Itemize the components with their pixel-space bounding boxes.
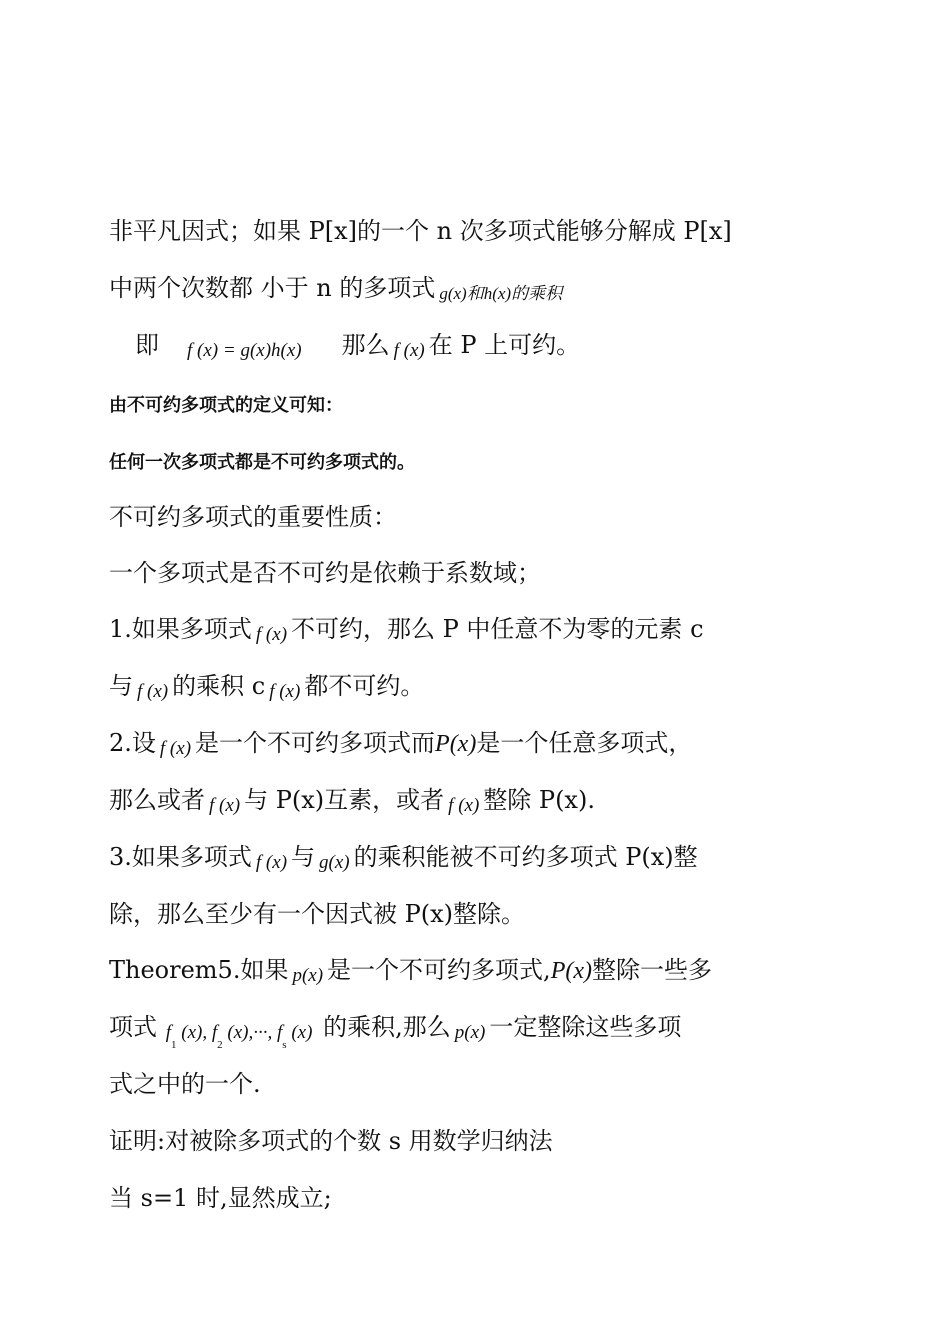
math-expression-subscripted: $f_1$ (x), $f_2$ (x),···, $f_s$ (x) xyxy=(165,1022,313,1051)
math-expression: g(x) xyxy=(319,852,350,873)
text-line-12: 3.如果多项式 f (x) 与 g(x) 的乘积能被不可约多项式 P(x)整 xyxy=(109,843,698,873)
math-expression: f (x) xyxy=(393,340,425,361)
math-expression: f (x) xyxy=(448,795,480,816)
math-expression: f (x) = g(x)h(x) xyxy=(187,340,302,361)
text-line-bold-1: 由不可约多项式的定义可知： xyxy=(109,395,343,416)
text-line-1: 非平凡因式；如果 P[x]的一个 n 次多项式能够分解成 P[x] xyxy=(109,217,732,245)
text-line-16: 式之中的一个. xyxy=(109,1070,261,1098)
text-line-3: 即 f (x) = g(x)h(x) 那么 f (x) 在 P 上可约。 xyxy=(135,331,581,361)
text-line-bold-2: 任何一次多项式都是不可约多项式的。 xyxy=(109,452,415,473)
subscript: s xyxy=(282,1039,287,1051)
math-expression: f (x) xyxy=(255,624,288,645)
text-line-15: 项式 $f_1$ (x), $f_2$ (x),···, $f_s$ (x) 的乘积,那么 p(x) 一定整除这些多项 xyxy=(109,1013,682,1051)
text-line-2: 中两个次数都 小于 n 的多项式 g(x)和h(x)的乘积 xyxy=(109,271,566,305)
subscript: 2 xyxy=(217,1039,223,1051)
math-expression: f (x) xyxy=(269,681,301,702)
math-expression: p(x) xyxy=(292,965,324,986)
text-line-9: 与 f (x) 的乘积 c f (x) 都不可约。 xyxy=(109,672,425,702)
text-line-17: 证明:对被除多项式的个数 s 用数学归纳法 xyxy=(109,1127,553,1155)
math-expression: f (x) xyxy=(137,681,169,702)
text-line-11: 那么或者 f (x) 与 P(x)互素，或者 f (x) 整除 P(x). xyxy=(109,786,595,816)
text-line-18: 当 s=1 时,显然成立; xyxy=(109,1184,332,1212)
text-line-7: 一个多项式是否不可约是依赖于系数域； xyxy=(109,559,541,587)
math-expression: f (x) xyxy=(209,795,241,816)
text-line-10: 2.设 f (x) 是一个不可约多项式而P(x)是一个任意多项式， xyxy=(109,729,693,759)
text-line-6: 不可约多项式的重要性质： xyxy=(109,503,397,531)
math-expression: p(x) xyxy=(454,1022,486,1043)
math-expression: f (x) xyxy=(159,738,192,759)
math-expression: f (x) xyxy=(255,852,288,873)
text-line-13: 除，那么至少有一个因式被 P(x)整除。 xyxy=(109,900,526,928)
text-line-8: 1.如果多项式 f (x) 不可约，那么 P 中任意不为零的元素 c xyxy=(109,615,704,645)
text-line-14: Theorem5.如果 p(x) 是一个不可约多项式,P(x)整除一些多 xyxy=(109,956,712,986)
math-expression: g(x)和h(x)的乘积 xyxy=(439,284,563,303)
subscript: 1 xyxy=(171,1039,177,1051)
